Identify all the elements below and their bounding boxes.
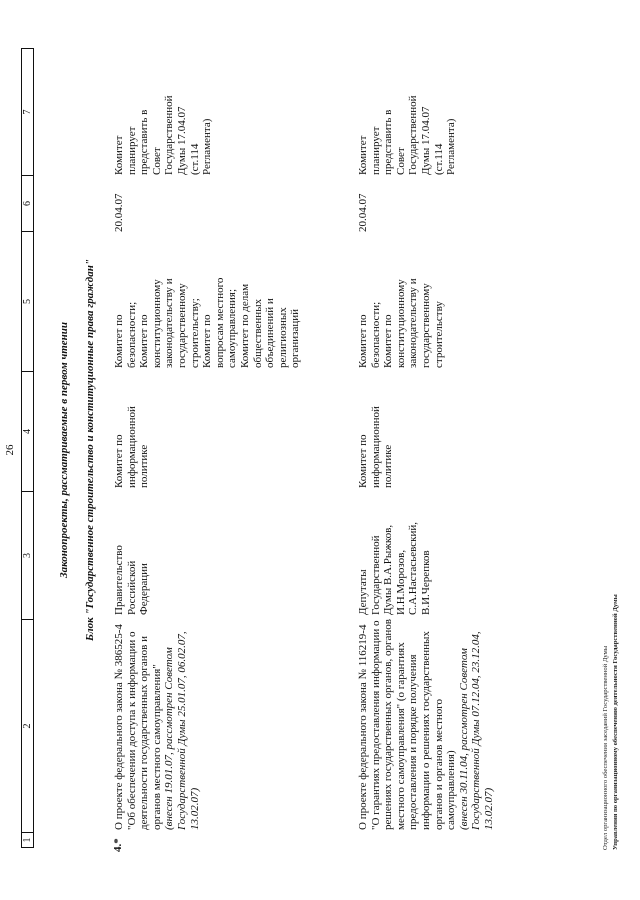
- review-date: 20.04.07: [357, 193, 369, 232]
- bill-title: О проекте федерального закона № 386525-4 "Об обеспечении доступа к информации о деятельности государственных органов и органов местного самоуправления": [113, 624, 163, 830]
- column-header-6: 6: [22, 176, 33, 232]
- bill-initiator: Правительство Российской Федерации: [113, 545, 151, 615]
- bill-initiator: Депутаты Государственной Думы В.А.Рыжков, И.Н.Морозов, С.А.Настасьевский, В.И.Черепков: [357, 522, 432, 615]
- co-executor-committees: Комитет по безопасности; Комитет по конституционному законодательству и государственному строительству: [357, 278, 445, 368]
- row-number: 4.*: [112, 838, 124, 852]
- column-header-5: 5: [22, 232, 33, 372]
- footer-directorate: Управления по организационному обеспечению деятельности Государственной Думы: [612, 594, 619, 850]
- bill-status-note: (внесен 30.11.04, рассмотрен Советом Государственной Думы 07.12.04, 23.12.04, 13.02.07): [457, 631, 495, 830]
- responsible-committee: Комитет по информационной политике: [357, 406, 395, 488]
- section-title: Законопроекты, рассматриваемые в первом чтении: [58, 322, 70, 578]
- committee-plan: Комитет планирует представить в Совет Государственной Думы 17.04.07 (ст.114 Регламента): [113, 95, 214, 175]
- block-title: Блок "Государственное строительство и конституционные права граждан": [84, 259, 96, 641]
- column-header-7: 7: [22, 49, 33, 176]
- bill-description: [113, 618, 201, 830]
- responsible-committee: Комитет по информационной политике: [113, 406, 151, 488]
- column-header-row: [21, 48, 34, 848]
- column-header-3: 3: [22, 492, 33, 620]
- bill-title: О проекте федерального закона № 116219-4 "О гарантиях предоставления информации о решениях государственных органов, органов местного самоуправления" (о гарантиях предоставления и порядке получения информации о решениях государственных органов и органов местного самоуправления): [357, 619, 458, 830]
- committee-plan: Комитет планирует представить в Совет Государственной Думы 17.04.07 (ст.114 Регламента): [357, 95, 458, 175]
- bill-description: [357, 618, 496, 830]
- review-date: 20.04.07: [113, 193, 125, 232]
- footer-department: Отдел организационного обеспечения заседаний Государственной Думы: [602, 645, 609, 850]
- bill-status-note: (внесен 19.01.07, рассмотрен Советом Государственной Думы 25.01.07, 06.02.07, 13.02.07): [163, 631, 201, 830]
- co-executor-committees: Комитет по безопасности; Комитет по конституционному законодательству и государственному строительству; Комитет по вопросам местного самоуправления; Комитет по делам общественных объединений и религиозных организаций: [113, 277, 302, 368]
- page-number: 26: [4, 444, 16, 456]
- column-header-1: 1: [22, 837, 33, 843]
- column-header-2: 2: [22, 620, 33, 833]
- column-header-4: 4: [22, 372, 33, 492]
